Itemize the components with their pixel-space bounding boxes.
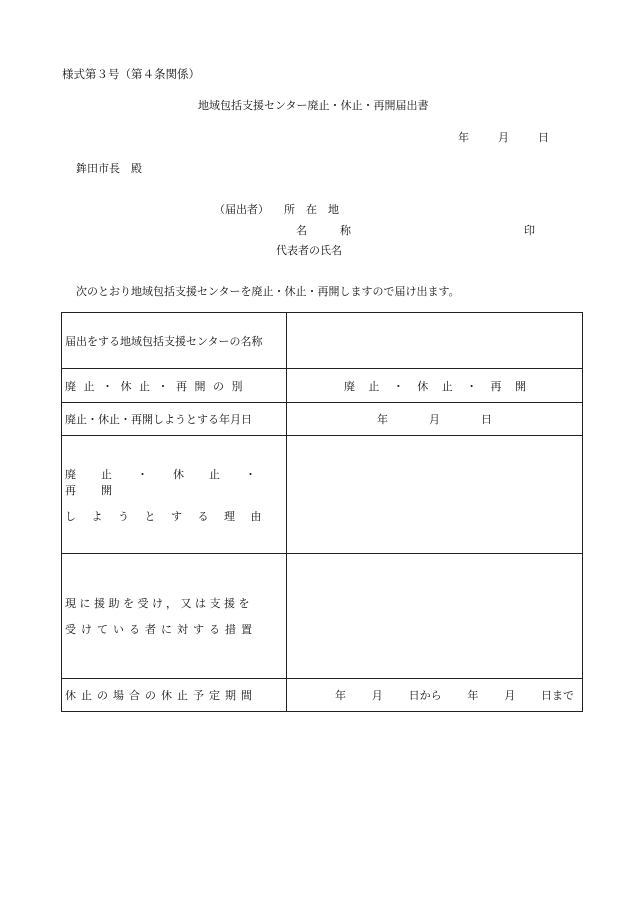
date-field[interactable]: 年 月 日 bbox=[287, 403, 583, 436]
addressee: 鉾田市長 殿 bbox=[76, 162, 142, 175]
reason-label: 廃止・休止・再開 しようとする理由 bbox=[62, 436, 287, 554]
period-values: 年 月 日から 年 月 日まで bbox=[335, 689, 574, 702]
measures-label: 現に援助を受け，又は支援を 受けている者に対する措置 bbox=[62, 554, 287, 679]
submission-date bbox=[458, 132, 549, 143]
date-day: 日 bbox=[538, 131, 549, 144]
document-title: 地域包括支援センター廃止・休止・再開届出書 bbox=[198, 99, 429, 112]
reason-field[interactable] bbox=[287, 436, 583, 554]
submitter-label: （届出者） bbox=[214, 203, 269, 216]
type-label-cell bbox=[62, 369, 287, 403]
form-number: 様式第３号（第４条関係） bbox=[62, 67, 200, 81]
name-label: 名 称 bbox=[296, 224, 351, 237]
address-label: 所 在 地 bbox=[284, 203, 339, 216]
measures-field[interactable] bbox=[287, 554, 583, 679]
table-row bbox=[62, 679, 583, 712]
date-year: 年 bbox=[458, 131, 469, 144]
center-name-field[interactable] bbox=[287, 313, 583, 369]
type-options: 廃 止 ・ 休 止 ・ 再 開 bbox=[344, 379, 526, 393]
date-month: 月 bbox=[498, 131, 509, 144]
table-row bbox=[62, 313, 583, 369]
date-label: 廃止・休止・再開しようとする年月日 bbox=[62, 403, 287, 436]
intro-text: 次のとおり地域包括支援センターを廃止・休止・再開しますので届け出ます。 bbox=[76, 285, 460, 298]
table-row bbox=[62, 403, 583, 436]
period-label: 休止の場合の休止予定期間 bbox=[62, 679, 287, 712]
table-row bbox=[62, 554, 583, 679]
seal-mark: 印 bbox=[524, 224, 535, 237]
type-label: 廃止・休止・再開の別 bbox=[65, 379, 250, 393]
period-field[interactable] bbox=[287, 679, 583, 712]
notification-form-table bbox=[61, 312, 583, 712]
center-name-label: 届出をする地域包括支援センターの名称 bbox=[62, 313, 287, 369]
table-row bbox=[62, 436, 583, 554]
representative-label: 代表者の氏名 bbox=[276, 244, 342, 257]
table-row bbox=[62, 369, 583, 403]
type-options-field[interactable] bbox=[287, 369, 583, 403]
